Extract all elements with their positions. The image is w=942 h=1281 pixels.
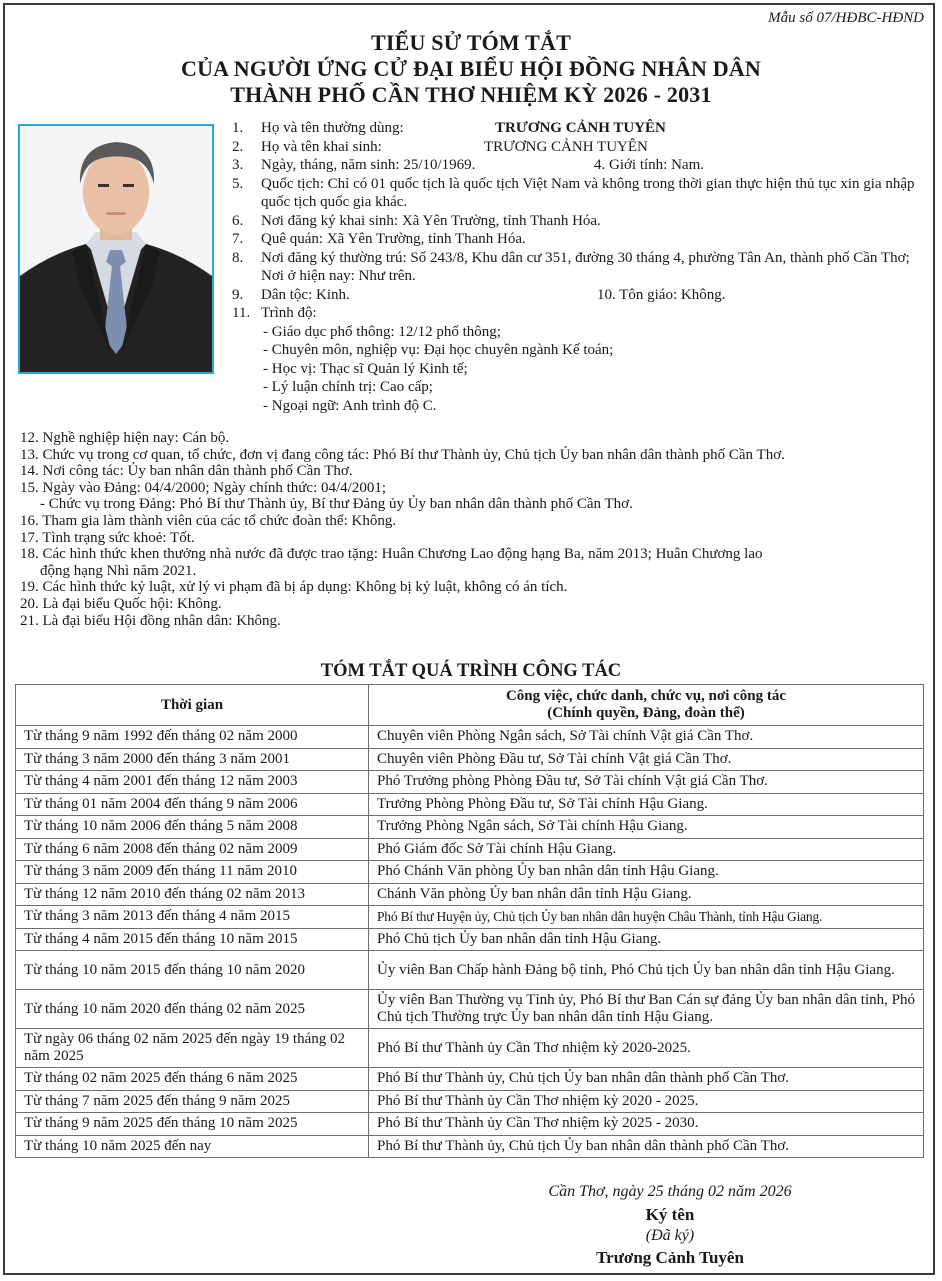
cell-time: Từ tháng 10 năm 2025 đến nay <box>16 1135 369 1158</box>
career-heading: TÓM TẮT QUÁ TRÌNH CÔNG TÁC <box>320 661 622 681</box>
cell-time: Từ tháng 02 năm 2025 đến tháng 6 năm 2025 <box>16 1068 369 1091</box>
table-row <box>16 883 924 906</box>
header-role-line-1: Công việc, chức danh, chức vụ, nơi công tác <box>505 688 787 704</box>
table-row <box>16 861 924 884</box>
info-item-11: 11. Trình độ: <box>232 305 317 321</box>
cell-time: Từ tháng 10 năm 2020 đến tháng 02 năm 2025 <box>16 990 369 1029</box>
cell-time: Từ tháng 4 năm 2001 đến tháng 12 năm 2003 <box>16 771 369 794</box>
detail-item-19: 19. Các hình thức kỷ luật, xử lý vi phạm đã bị áp dụng: Không bị kỷ luật, không có án tích. <box>20 579 568 596</box>
education-item: - Giáo dục phổ thông: 12/12 phổ thông; <box>263 323 501 340</box>
table-row <box>16 906 924 929</box>
current-residence: Nơi ở hiện nay: Như trên. <box>261 268 416 284</box>
cell-role: Phó Chủ tịch Ủy ban nhân dân tỉnh Hậu Giang. <box>369 928 924 951</box>
birth-registration: Nơi đăng ký khai sinh: Xã Yên Trường, tỉnh Thanh Hóa. <box>261 212 601 229</box>
education-item: - Học vị: Thạc sĩ Quản lý Kinh tế; <box>263 360 468 377</box>
table-row <box>16 793 924 816</box>
cell-time: Từ tháng 3 năm 2000 đến tháng 3 năm 2001 <box>16 748 369 771</box>
signature-place-date: Cần Thơ, ngày 25 tháng 02 năm 2026 <box>548 1183 792 1200</box>
cell-time: Từ tháng 10 năm 2015 đến tháng 10 năm 2020 <box>16 951 369 990</box>
cell-role: Ủy viên Ban Chấp hành Đảng bộ tỉnh, Phó Chủ tịch Ủy ban nhân dân tỉnh Hậu Giang. <box>369 951 924 990</box>
table-row <box>16 1113 924 1136</box>
gender: 4. Giới tính: Nam. <box>594 157 705 173</box>
table-row <box>16 990 924 1029</box>
info-item-5: 5. Quốc tịch: Chỉ có 01 quốc tịch là quốc tịch Việt Nam và không trong thời gian thực hiện thủ tục xin gia nhập quốc tịch quốc gia khác. <box>232 175 932 212</box>
religion: 10. Tôn giáo: Không. <box>597 286 726 303</box>
cell-time: Từ tháng 3 năm 2009 đến tháng 11 năm 2010 <box>16 861 369 884</box>
cell-role: Phó Giám đốc Sở Tài chính Hậu Giang. <box>369 838 924 861</box>
personal-info <box>232 119 932 415</box>
detail-item-14: 14. Nơi công tác: Ủy ban nhân dân thành phố Cần Thơ. <box>20 463 353 480</box>
table-row <box>16 1068 924 1091</box>
signature-label: Ký tên <box>645 1205 695 1224</box>
detail-item-20: 20. Là đại biểu Quốc hội: Không. <box>20 595 222 612</box>
table-row <box>16 726 924 749</box>
portrait-photo <box>18 124 214 374</box>
detail-item-12: 12. Nghề nghiệp hiện nay: Cán bộ. <box>20 430 230 446</box>
cell-role: Phó Trưởng phòng Phòng Đầu tư, Sở Tài chính Vật giá Cần Thơ. <box>369 771 924 794</box>
person-portrait-icon <box>20 126 212 372</box>
info-item-8: 8. Nơi đăng ký thường trú: Số 243/8, Khu dân cư 351, đường 30 tháng 4, phường Tân An, thành phố Cần Thơ; <box>232 249 932 268</box>
table-row <box>16 816 924 839</box>
qualification-label: Trình độ: <box>261 305 317 321</box>
detail-item-18-cont: động hạng Nhì năm 2021. <box>40 562 197 579</box>
detail-item-17: 17. Tình trạng sức khoẻ: Tốt. <box>20 529 195 546</box>
cell-role: Chuyên viên Phòng Đầu tư, Sở Tài chính Vật giá Cần Thơ. <box>369 748 924 771</box>
title-line-1: TIỂU SỬ TÓM TẮT <box>370 30 572 55</box>
cell-role: Phó Bí thư Thành ủy Cần Thơ nhiệm kỳ 2020 - 2025. <box>369 1090 924 1113</box>
cell-time: Từ tháng 3 năm 2013 đến tháng 4 năm 2015 <box>16 906 369 929</box>
cell-role: Phó Chánh Văn phòng Ủy ban nhân dân tỉnh Hậu Giang. <box>369 861 924 884</box>
signature-name: Trương Cảnh Tuyên <box>596 1248 744 1267</box>
detail-item-18: 18. Các hình thức khen thưởng nhà nước đã được trao tặng: Huân Chương Lao động hạng Ba, năm 2013; Huân Chương lao <box>20 546 763 563</box>
cell-role: Ủy viên Ban Thường vụ Tỉnh ủy, Phó Bí thư Ban Cán sự đảng Ủy ban nhân dân tỉnh, Phó Chủ tịch Thường trực Ủy ban nhân dân tỉnh Hậu Giang. <box>369 990 924 1029</box>
cell-role: Phó Bí thư Thành ủy Cần Thơ nhiệm kỳ 2020-2025. <box>369 1029 924 1068</box>
birth-name-value: TRƯƠNG CẢNH TUYÊN <box>484 138 648 155</box>
table-row <box>16 771 924 794</box>
detail-item-15: 15. Ngày vào Đảng: 04/4/2000; Ngày chính thức: 04/4/2001; <box>20 479 386 496</box>
education-item: - Ngoại ngữ: Anh trình độ C. <box>263 397 437 414</box>
info-item-6: 6. Nơi đăng ký khai sinh: Xã Yên Trường, tỉnh Thanh Hóa. <box>232 212 601 229</box>
header-time: Thời gian <box>16 685 369 726</box>
cell-time: Từ tháng 7 năm 2025 đến tháng 9 năm 2025 <box>16 1090 369 1113</box>
birth-name-label: Họ và tên khai sinh: <box>261 138 382 155</box>
detail-item-13: 13. Chức vụ trong cơ quan, tổ chức, đơn vị đang công tác: Phó Bí thư Thành ủy, Chủ tịch Ủy ban nhân dân thành phố Cần Thơ. <box>20 446 785 463</box>
permanent-residence: Nơi đăng ký thường trú: Số 243/8, Khu dân cư 351, đường 30 tháng 4, phường Tân An, thành phố Cần Thơ; <box>261 249 910 266</box>
cell-role: Trưởng Phòng Ngân sách, Sở Tài chính Hậu Giang. <box>369 816 924 839</box>
detail-item-16: 16. Tham gia làm thành viên của các tổ chức đoàn thể: Không. <box>20 512 397 529</box>
table-row <box>16 1090 924 1113</box>
info-item-1: 1. Họ và tên thường dùng: TRƯƠNG CẢNH TUYÊN <box>232 120 666 136</box>
education-item: - Lý luận chính trị: Cao cấp; <box>263 379 433 395</box>
cell-time: Từ tháng 6 năm 2008 đến tháng 02 năm 2009 <box>16 838 369 861</box>
career-table <box>15 684 924 1158</box>
table-row <box>16 928 924 951</box>
form-number: Mẫu số 07/HĐBC-HĐND <box>768 10 924 26</box>
info-item-2: 2. Họ và tên khai sinh: TRƯƠNG CẢNH TUYÊN <box>232 138 648 155</box>
common-name-value: TRƯƠNG CẢNH TUYÊN <box>495 120 666 136</box>
cell-time: Từ tháng 9 năm 2025 đến tháng 10 năm 2025 <box>16 1113 369 1136</box>
cell-role: Phó Bí thư Thành ủy, Chủ tịch Ủy ban nhân dân thành phố Cần Thơ. <box>369 1068 924 1091</box>
cell-time: Từ ngày 06 tháng 02 năm 2025 đến ngày 19 tháng 02 năm 2025 <box>16 1029 369 1068</box>
career-table-header <box>16 685 924 726</box>
info-item-7: 7. Quê quán: Xã Yên Trường, tỉnh Thanh Hóa. <box>232 231 526 247</box>
table-row <box>16 1135 924 1158</box>
details-list <box>20 430 925 629</box>
ethnicity: Dân tộc: Kinh. <box>261 286 350 303</box>
table-row <box>16 748 924 771</box>
cell-role: Phó Bí thư Thành ủy Cần Thơ nhiệm kỳ 2025 - 2030. <box>369 1113 924 1136</box>
cell-role: Chánh Văn phòng Ủy ban nhân dân tỉnh Hậu Giang. <box>369 883 924 906</box>
hometown: Quê quán: Xã Yên Trường, tỉnh Thanh Hóa. <box>261 231 526 247</box>
detail-item-15-party-role: - Chức vụ trong Đảng: Phó Bí thư Thành ủy, Bí thư Đảng ủy Ủy ban nhân dân thành phố Cần Thơ. <box>40 496 633 513</box>
cell-role: Chuyên viên Phòng Ngân sách, Sở Tài chính Vật giá Cần Thơ. <box>369 726 924 749</box>
cell-role: Trưởng Phòng Phòng Đầu tư, Sở Tài chính Hậu Giang. <box>369 793 924 816</box>
table-row <box>16 1029 924 1068</box>
cell-time: Từ tháng 9 năm 1992 đến tháng 02 năm 2000 <box>16 726 369 749</box>
cell-time: Từ tháng 01 năm 2004 đến tháng 9 năm 2006 <box>16 793 369 816</box>
title-line-2: CỦA NGƯỜI ỨNG CỬ ĐẠI BIỂU HỘI ĐỒNG NHÂN DÂN <box>181 56 761 81</box>
header-role-line-2: (Chính quyền, Đảng, đoàn thể) <box>547 705 745 721</box>
cell-role: Phó Bí thư Thành ủy, Chủ tịch Ủy ban nhân dân thành phố Cần Thơ. <box>369 1135 924 1158</box>
title-line-3: THÀNH PHỐ CẦN THƠ NHIỆM KỲ 2026 - 2031 <box>230 82 712 107</box>
info-item-9: 9. Dân tộc: Kinh. 10. Tôn giáo: Không. <box>232 286 726 303</box>
cell-role: Phó Bí thư Huyện ủy, Chủ tịch Ủy ban nhân dân huyện Châu Thành, tỉnh Hậu Giang. <box>369 906 924 929</box>
education-item: - Chuyên môn, nghiệp vụ: Đại học chuyên ngành Kế toán; <box>263 342 614 358</box>
table-row <box>16 951 924 990</box>
cell-time: Từ tháng 12 năm 2010 đến tháng 02 năm 2013 <box>16 883 369 906</box>
cell-time: Từ tháng 10 năm 2006 đến tháng 5 năm 2008 <box>16 816 369 839</box>
detail-item-21: 21. Là đại biểu Hội đồng nhân dân: Không. <box>20 612 281 629</box>
info-item-3: 3. Ngày, tháng, năm sinh: 25/10/1969. 4. Giới tính: Nam. <box>232 157 705 173</box>
nationality: Quốc tịch: Chỉ có 01 quốc tịch là quốc tịch Việt Nam và không trong thời gian thực hiện thủ tục xin gia nhập quốc tịch quốc gia khác. <box>261 175 915 210</box>
signature-signed-note: (Đã ký) <box>645 1227 695 1244</box>
birth-date: Ngày, tháng, năm sinh: 25/10/1969. <box>261 157 476 173</box>
common-name-label: Họ và tên thường dùng: <box>261 120 404 136</box>
table-row <box>16 838 924 861</box>
cell-time: Từ tháng 4 năm 2015 đến tháng 10 năm 2015 <box>16 928 369 951</box>
header-role <box>369 685 924 726</box>
